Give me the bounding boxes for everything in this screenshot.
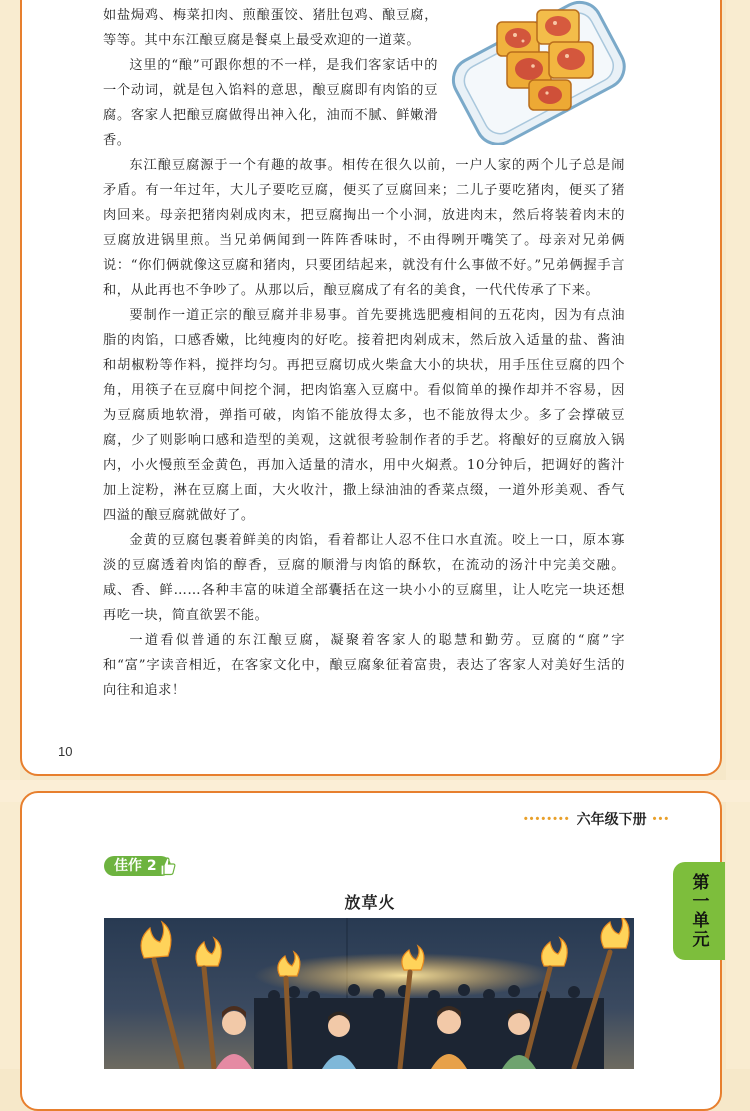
paragraph: 金黄的豆腐包裹着鲜美的肉馅，看着都让人忍不住口水直流。咬上一口，原本寡淡的豆腐透着肉馅的醇香，豆腐的顺滑与肉馅的酥软，在流动的汤汁中完美交融。咸、香、鲜……各种丰富的味道全部囊括在这一块小小的豆腐里，让人吃完一块还想再吃一块，简直欲罢不能。 <box>103 533 625 623</box>
grade-label-text: 六年级下册 <box>576 811 647 827</box>
paragraph: 如盐焗鸡、梅菜扣肉、煎酿蛋饺、猪肚包鸡、酿豆腐，等等。其中东江酿豆腐是餐桌上最受欢迎的一道菜。 <box>103 8 438 48</box>
paragraph: 东江酿豆腐源于一个有趣的故事。相传在很久以前，一户人家的两个儿子总是闹矛盾。有一年过年，大儿子要吃豆腐，便买了豆腐回来；二儿子要吃猪肉，便买了猪肉回来。母亲把猪肉剁成肉末，把豆腐掏出一个小洞，放进肉末，然后将装着肉末的豆腐放进锅里煎。当兄弟俩闻到一阵阵香味时，不由得咧开嘴笑了。母亲对兄弟俩说：“你们俩就像这豆腐和猪肉，只要团结起来，就没有什么事做不好。”兄弟俩握手言和，从此再也不争吵了。从那以后，酿豆腐成了有名的美食，一代代传承了下来。 <box>103 158 625 298</box>
right-margin-strip <box>726 0 750 1069</box>
essay-title: 放草火 <box>344 893 396 912</box>
dots-decoration-left: •••••••• <box>523 813 571 825</box>
unit-tab: 第一单元 <box>673 862 725 960</box>
page-number: 10 <box>58 744 73 759</box>
dots-decoration-right: ••• <box>652 813 671 825</box>
grade-label <box>512 808 682 830</box>
thumbs-up-icon <box>157 855 177 877</box>
paragraph: 要制作一道正宗的酿豆腐并非易事。首先要挑选肥瘦相间的五花肉，因为有点油脂的肉馅，口感香嫩，比纯瘦肉的好吃。接着把肉剁成末，然后放入适量的盐、酱油和胡椒粉等作料，搅拌均匀。再把豆腐切成火柴盒大小的块状，用手压住豆腐的四个角，用筷子在豆腐中间挖个洞，把肉馅塞入豆腐中。看似简单的操作却并不容易，因为豆腐质地软滑，弹指可破，肉馅不能放得太多，也不能放得太少。多了会撑破豆腐，少了则影响口感和造型的美观，这就很考验制作者的手艺。将酿好的豆腐放入锅内，小火慢煎至金黄色，再加入适量的清水，用中火焖煮。10分钟后，把调好的酱汁加上淀粉，淋在豆腐上面，大火收汁，撒上绿油油的香菜点缀，一道外形美观、香气四溢的酿豆腐就做好了。 <box>103 308 625 523</box>
left-margin-strip <box>0 0 20 1069</box>
excellent-work-badge: 佳作 2 <box>104 856 171 876</box>
grass-fire-festival-illustration <box>104 918 634 1069</box>
paragraph: 一道看似普通的东江酿豆腐，凝聚着客家人的聪慧和勤劳。豆腐的“腐”字和“富”字读音相近，在客家文化中，酿豆腐象征着富贵，表达了客家人对美好生活的向往和追求！ <box>103 633 625 698</box>
article-body <box>103 3 625 703</box>
paragraph: 这里的“酿”可跟你想的不一样，是我们客家话中的一个动词，就是包入馅料的意思，酿豆腐即有肉馅的豆腐。客家人把酿豆腐做得出神入化，油而不腻、鲜嫩滑香。 <box>103 58 438 148</box>
